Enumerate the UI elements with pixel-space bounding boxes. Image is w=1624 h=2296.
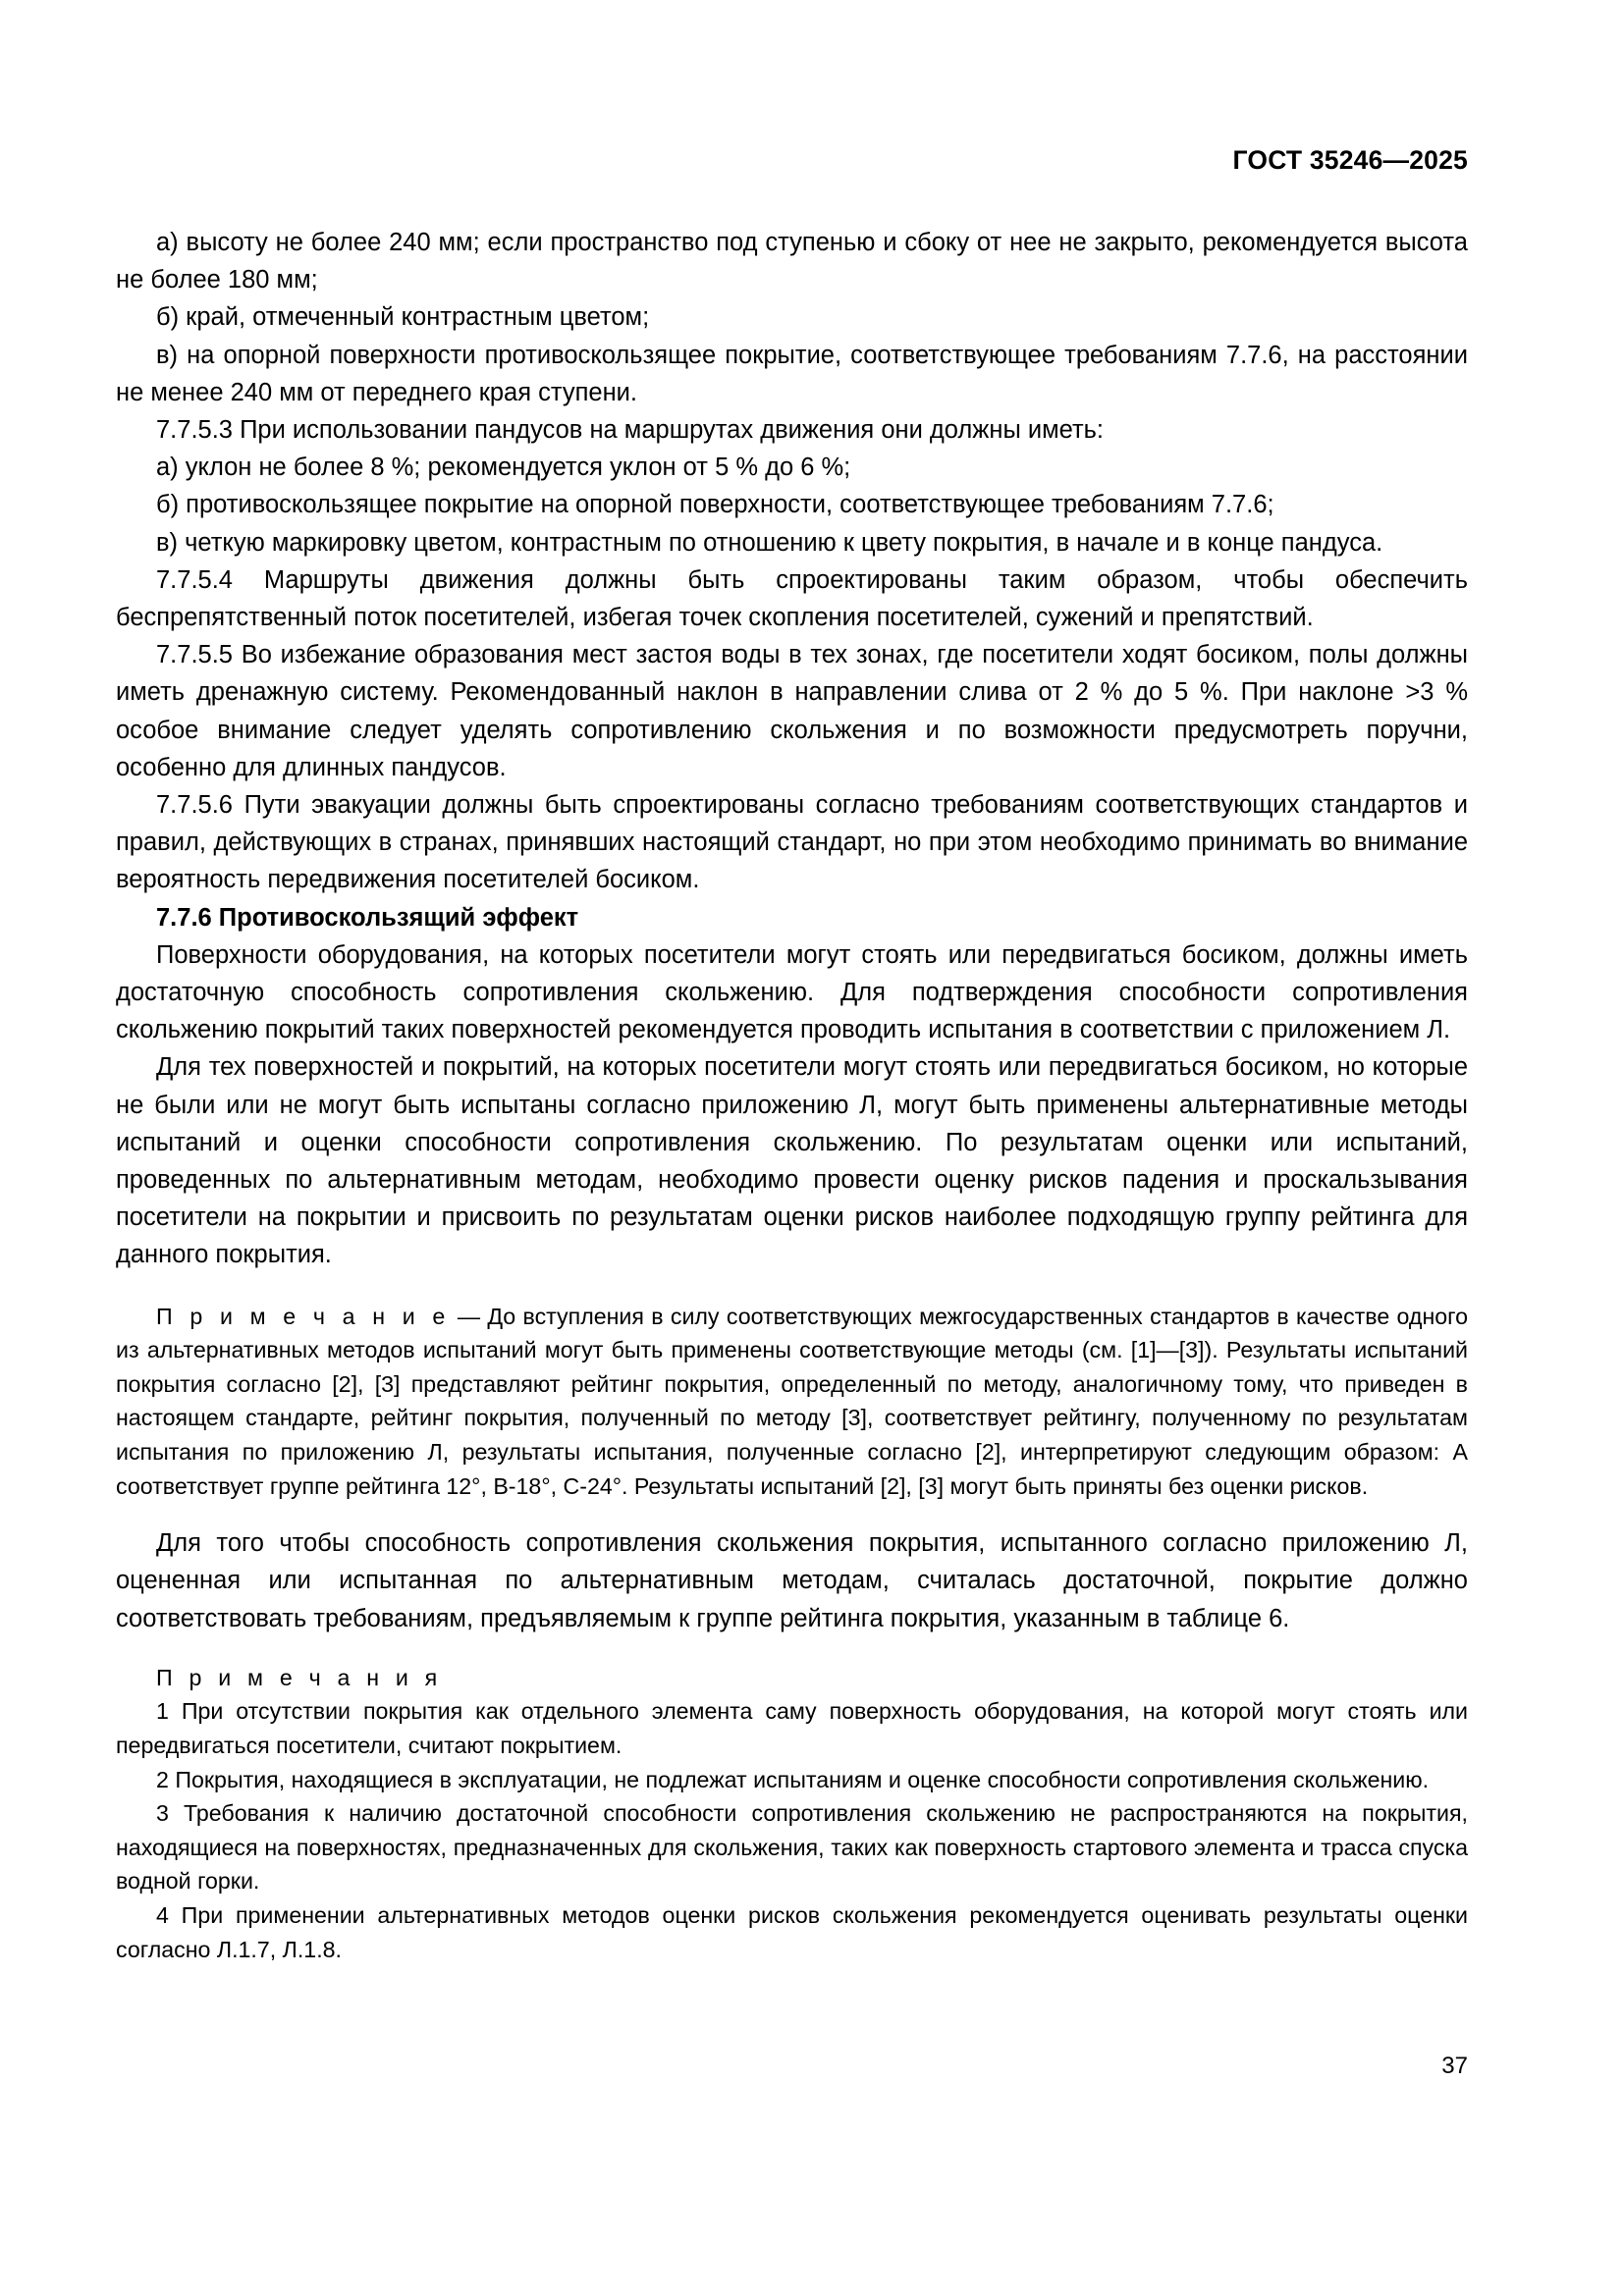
paragraph-7-7-5-5: 7.7.5.5 Во избежание образования мест застоя воды в тех зонах, где посетители ходят босиком, полы должны иметь дренажную систему. Рекомендованный наклон в направлении слива от 2 % до 5 %. При наклоне >3 % особое внимание следует уделять сопротивлению скольжения и по возможности предусмотреть поручни, особенно для длинных пандусов. [116,641,1468,781]
paragraph-7-7-5-4: 7.7.5.4 Маршруты движения должны быть спроектированы таким образом, чтобы обеспечить беспрепятственный поток посетителей, избегая точек скопления посетителей, сужений и препятствий. [116,565,1468,632]
page-body [116,224,1468,1966]
paragraph-7-7-6-second: Для тех поверхностей и покрытий, на которых посетители могут стоять или передвигаться босиком, но которые не были или не могут быть испытаны согласно приложению Л, могут быть применены альтернативные методы испытаний и оценки способности сопротивления скольжению. По результатам оценки или испытаний, проведенных по альтернативным методам, необходимо провести оценку рисков падения и проскальзывания посетители на покрытии и присвоить по результатам оценки рисков наиболее подходящую группу рейтинга для данного покрытия. [116,1053,1468,1269]
note-paragraph [116,1300,1468,1504]
note-text: До вступления в силу соответствующих межгосударственных стандартов в качестве одного из альтернативных методов испытаний могут быть применены соответствующие методы (см. [1]—[3]). Результаты испытаний покрытия согласно [2], [3] представляют рейтинг покрытия, определенный по методу, аналогичному тому, что приведен в настоящем стандарте, рейтинг покрытия, полученный по методу [3], соответствует рейтингу, полученному по результатам испытания по приложению Л, результаты испытания, полученные согласно [2], интерпретируют следующим образом: А соответствует группе рейтинга 12°, B-18°, C-24°. Результаты испытаний [2], [3] могут быть приняты без оценки рисков. [116,1303,1469,1499]
note-item-2: 2 Покрытия, находящиеся в эксплуатации, не подлежат испытаниям и оценке способности сопротивления скольжению. [156,1766,1430,1792]
notes-title: П р и м е ч а н и я [156,1664,443,1690]
note-item-1: 1 При отсутствии покрытия как отдельного элемента саму поверхность оборудования, на которой могут стоять или передвигаться посетители, считают покрытием. [116,1698,1468,1759]
spacer [116,1507,1468,1524]
paragraph-7-7-5-3-b: б) противоскользящее покрытие на опорной поверхности, соответствующее требованиям 7.7.6; [156,491,1274,519]
paragraph-7-7-5-6: 7.7.5.6 Пути эвакуации должны быть спроектированы согласно требованиям соответствующих стандартов и правил, действующих в странах, принявших настоящий стандарт, но при этом необходимо принимать во внимание вероятность передвижения посетителей босиком. [116,791,1468,894]
paragraph-step-height: а) высоту не более 240 мм; если пространство под ступенью и сбоку от нее не закрыто, рекомендуется высота не более 180 мм; [116,229,1468,294]
page-number: 37 [1441,2053,1468,2079]
paragraph-7-7-6-first: Поверхности оборудования, на которых посетители могут стоять или передвигаться босиком, должны иметь достаточную способность сопротивления скольжению. Для подтверждения способности сопротивления скольжению покрытий таких поверхностей рекомендуется проводить испытания в соответствии с приложением Л. [116,940,1468,1044]
note-dash: — [450,1303,488,1329]
paragraph-7-7-5-3-a: а) уклон не более 8 %; рекомендуется уклон от 5 % до 6 %; [156,454,851,482]
note-item-3: 3 Требования к наличию достаточной способности сопротивления скольжению не распространяются на покрытия, находящиеся на поверхностях, предназначенных для скольжения, таких как поверхность стартового элемента и трасса спуска водной горки. [116,1800,1468,1895]
note-block-single [116,1300,1468,1504]
note-item-4: 4 При применении альтернативных методов оценки рисков скольжения рекомендуется оценивать результаты оценки согласно Л.1.7, Л.1.8. [116,1902,1468,1962]
paragraph-antislip-surface: в) на опорной поверхности противоскользящее покрытие, соответствующее требованиям 7.7.6, на расстоянии не менее 240 мм от переднего края ступени. [116,341,1468,406]
standard-designation: ГОСТ 35246—2025 [1232,145,1468,175]
paragraph-7-7-6-third: Для того чтобы способность сопротивления скольжения покрытия, испытанного согласно приложению Л, оцененная или испытанная по альтернативным методам, считалась достаточной, покрытие должно соответствовать требованиям, предъявляемым к группе рейтинга покрытия, указанным в таблице 6. [116,1529,1468,1632]
notes-block-multiple [116,1661,1468,1966]
paragraph-7-7-5-3-intro: 7.7.5.3 При использовании пандусов на маршрутах движения они должны иметь: [156,416,1105,445]
paragraph-edge-color: б) край, отмеченный контрастным цветом; [156,303,650,332]
note-label: П р и м е ч а н и е [156,1303,451,1329]
paragraph-7-7-5-3-v: в) четкую маркировку цветом, контрастным по отношению к цвету покрытия, в начале и в конце пандуса. [156,528,1383,557]
page-header [116,147,1468,174]
subsection-heading-7-7-6: 7.7.6 Противоскользящий эффект [156,903,579,932]
